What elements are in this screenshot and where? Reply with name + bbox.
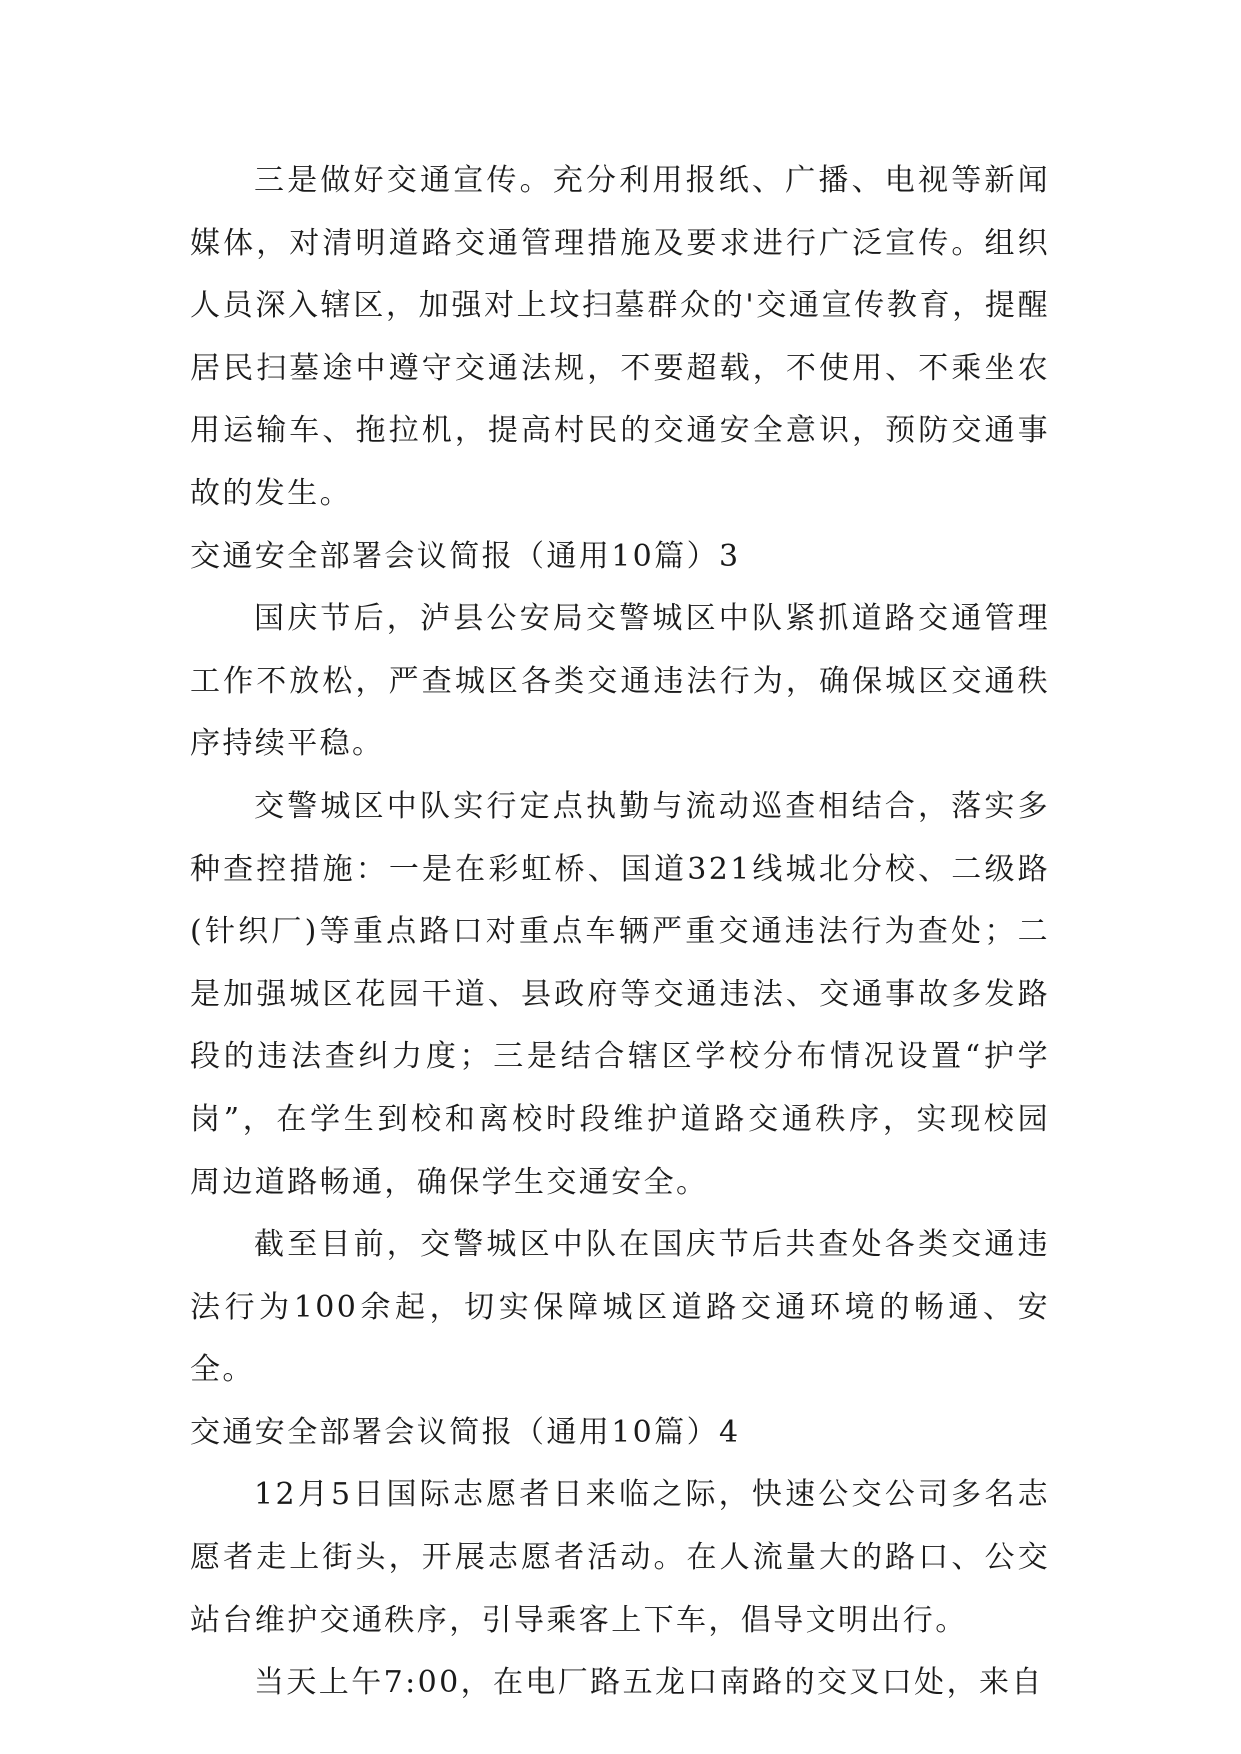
section-heading-4: 交通安全部署会议简报（通用10篇）4: [190, 1414, 741, 1450]
section-heading-3: 交通安全部署会议简报（通用10篇）3: [190, 538, 741, 574]
paragraph-control-measures: 交警城区中队实行定点执勤与流动巡查相结合，落实多种查控措施：一是在彩虹桥、国道321线城北分校、二级路(针织厂)等重点路口对重点车辆严重交通违法行为查处；二是加强城区花园干道、县政府等交通违法、交通事故多发路段的违法查纠力度；三是结合辖区学校分布情况设置“护学岗”，在学生到校和离校时段维护道路交通秩序，实现校园周边道路畅通，确保学生交通安全。: [190, 788, 1050, 1200]
paragraph-traffic-publicity: 三是做好交通宣传。充分利用报纸、广播、电视等新闻媒体，对清明道路交通管理措施及要求进行广泛宣传。组织人员深入辖区，加强对上坟扫墓群众的'交通宣传教育，提醒居民扫墓途中遵守交通法规，不要超载，不使用、不乘坐农用运输车、拖拉机，提高村民的交通安全意识，预防交通事故的发生。: [190, 163, 1050, 511]
paragraph-national-day: 国庆节后，泸县公安局交警城区中队紧抓道路交通管理工作不放松，严查城区各类交通违法行为，确保城区交通秩序持续平稳。: [190, 601, 1050, 762]
paragraph-results: 截至目前，交警城区中队在国庆节后共查处各类交通违法行为100余起，切实保障城区道路交通环境的畅通、安全。: [190, 1227, 1050, 1388]
paragraph-volunteer-day: 12月5日国际志愿者日来临之际，快速公交公司多名志愿者走上街头，开展志愿者活动。在人流量大的路口、公交站台维护交通秩序，引导乘客上下车，倡导文明出行。: [190, 1477, 1050, 1638]
document-body: [190, 150, 1050, 1715]
paragraph-morning-event: 当天上午7:00，在电厂路五龙口南路的交叉口处，来自: [254, 1665, 1044, 1701]
